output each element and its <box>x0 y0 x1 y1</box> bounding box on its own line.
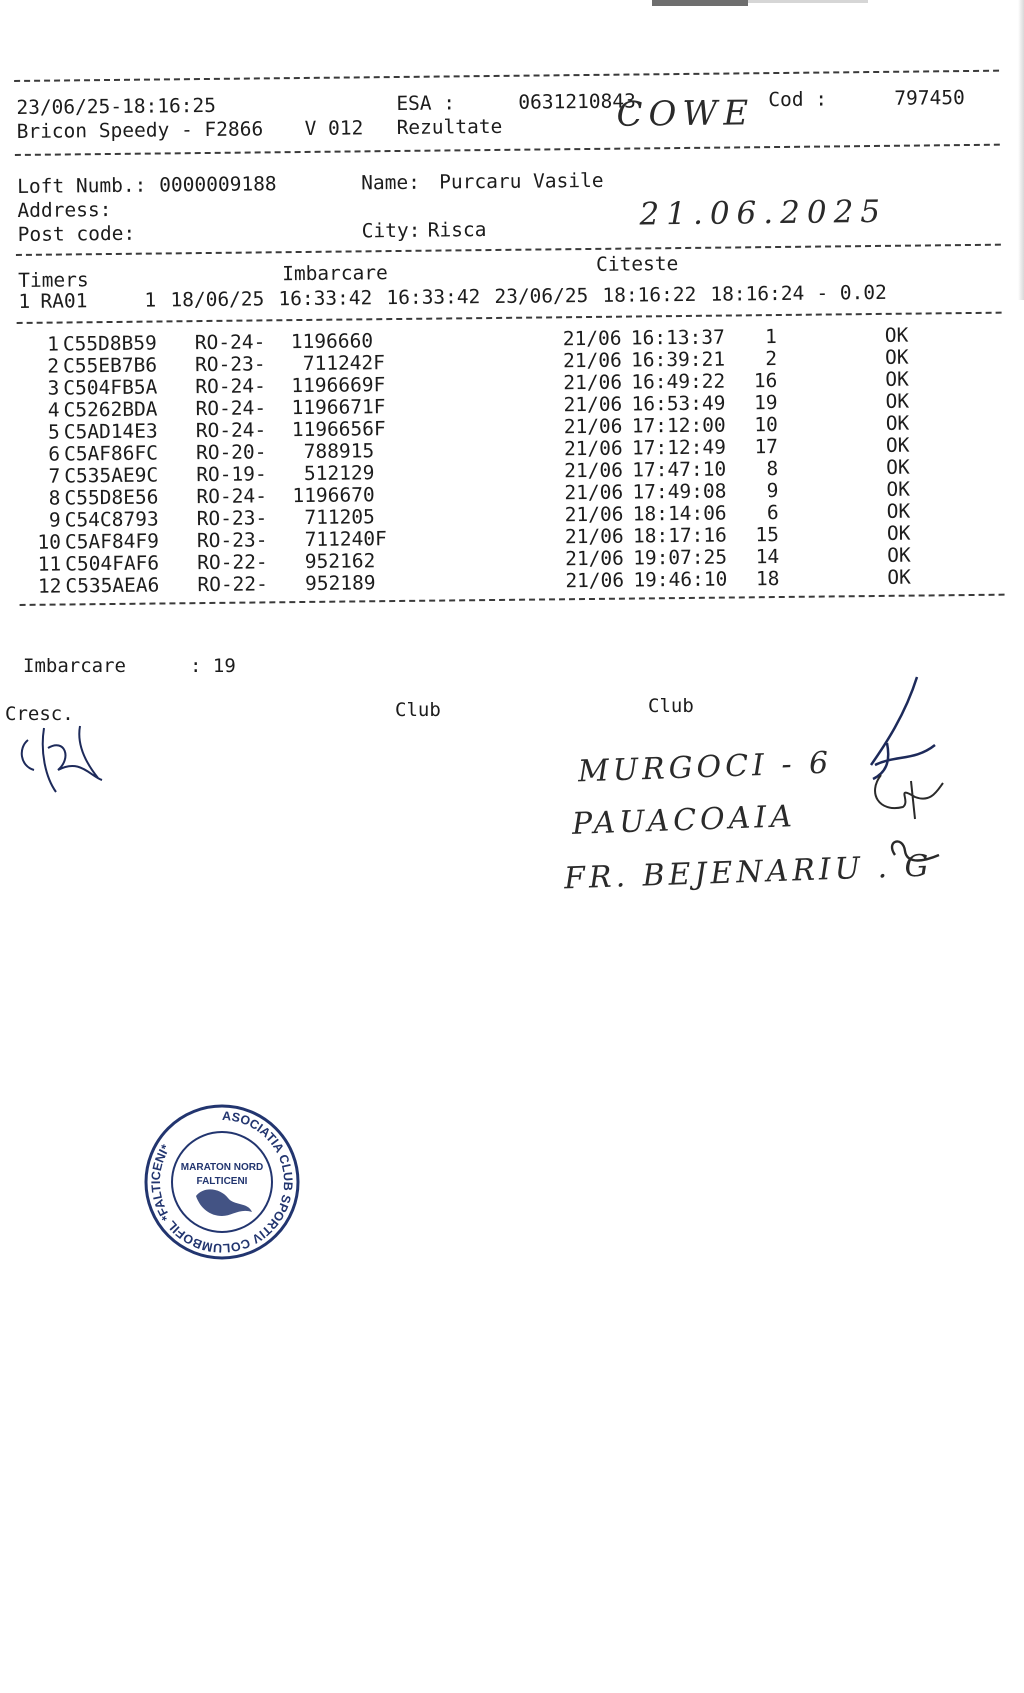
cell-time: 16:39:21 <box>630 347 726 372</box>
cell-ring-prefix: RO-24- <box>195 396 267 421</box>
timer-id: RA01 <box>40 289 88 313</box>
cell-chip: C55D8B59 <box>62 331 157 356</box>
witness-line: PAUACOAIA <box>571 799 797 842</box>
loft-label: Loft Numb.: <box>17 173 147 198</box>
cell-ring: 512129 <box>303 461 375 485</box>
cell-no: 1 <box>47 332 59 356</box>
header-report-type: Rezultate <box>396 114 503 139</box>
stamp-outer-text: ASOCIATIA CLUB SPORTIV COLUMBOFIL *FALTICENI* <box>148 1108 296 1256</box>
cell-status: OK <box>887 565 911 589</box>
cell-no: 8 <box>48 486 61 510</box>
cell-status: OK <box>885 411 910 435</box>
stamp-inner-text-1: MARATON NORD <box>180 1162 264 1173</box>
cell-pos: 14 <box>755 545 780 569</box>
cell-ring-prefix: RO-24- <box>195 374 266 399</box>
timer-count: 1 <box>144 288 157 312</box>
name-label: Name: <box>361 170 421 195</box>
cell-ring: 1196669F <box>291 373 386 398</box>
separator-top <box>14 70 999 82</box>
stamp-inner-text-2: FALTICENI <box>196 1176 248 1187</box>
club-stamp <box>140 1100 305 1270</box>
cell-no: 9 <box>48 508 61 532</box>
cell-chip: C5AF84F9 <box>64 529 159 554</box>
cell-pos: 16 <box>753 369 778 393</box>
cell-ring-prefix: RO-23- <box>196 528 268 553</box>
timer-index: 1 <box>18 289 31 313</box>
cell-pos: 19 <box>753 391 778 415</box>
cell-time: 16:53:49 <box>631 391 726 416</box>
cell-pos: 17 <box>754 435 779 459</box>
cell-no: 5 <box>47 420 60 444</box>
cell-chip: C5262BDA <box>63 397 158 422</box>
top-edge-shadow-light <box>748 0 868 3</box>
cell-date: 21/06 <box>565 568 625 593</box>
timers-label: Timers <box>18 268 89 292</box>
timer-imb-time1: 16:33:42 <box>278 286 373 311</box>
postcode-label: Post code: <box>17 221 136 246</box>
cell-chip: C504FB5A <box>63 375 158 400</box>
cell-date: 21/06 <box>563 436 623 461</box>
address-label: Address: <box>17 197 112 222</box>
cell-ring: 711205 <box>304 505 375 529</box>
cell-time: 17:12:49 <box>631 435 727 460</box>
cell-ring-prefix: RO-23- <box>194 352 266 377</box>
cell-date: 21/06 <box>563 392 623 417</box>
cell-chip: C55D8E56 <box>64 485 159 510</box>
cell-status: OK <box>884 345 909 369</box>
cell-ring: 1196671F <box>291 395 386 420</box>
cell-date: 21/06 <box>564 524 624 549</box>
cell-time: 17:12:00 <box>631 413 726 438</box>
cell-ring: 711240F <box>304 527 387 551</box>
cell-no: 2 <box>47 354 60 378</box>
cell-chip: C535AE9C <box>64 463 159 488</box>
cell-status: OK <box>884 323 909 347</box>
cell-ring: 1196656F <box>291 417 386 442</box>
cell-ring: 711242F <box>302 351 386 375</box>
cell-ring: 1196660 <box>290 329 374 354</box>
cell-ring-prefix: RO-22- <box>197 572 268 597</box>
cell-ring: 788915 <box>303 439 375 463</box>
paper-edge <box>1018 0 1024 300</box>
cell-date: 21/06 <box>563 370 623 395</box>
name-value: Purcaru Vasile <box>439 168 604 194</box>
cell-pos: 15 <box>755 523 780 547</box>
cell-date: 21/06 <box>564 480 624 505</box>
cell-pos: 8 <box>766 457 779 481</box>
top-edge-shadow <box>652 0 748 6</box>
citeste-label: Citeste <box>595 252 679 276</box>
cod-label: Cod : <box>768 87 828 112</box>
cell-ring-prefix: RO-23- <box>196 506 268 531</box>
cell-status: OK <box>886 455 910 479</box>
loft-value: 0000009188 <box>159 172 277 197</box>
separator-header <box>15 144 1000 156</box>
cell-status: OK <box>885 389 910 413</box>
cell-chip: C5AF86FC <box>63 441 159 466</box>
cell-time: 17:47:10 <box>632 457 727 482</box>
cell-date: 21/06 <box>564 458 624 483</box>
cell-pos: 2 <box>765 347 778 371</box>
cell-ring-prefix: RO-24- <box>196 484 268 509</box>
separator-owner <box>16 244 1001 256</box>
cell-time: 18:14:06 <box>632 501 727 526</box>
cell-ring: 1196670 <box>292 483 375 508</box>
cell-no: 7 <box>48 464 61 488</box>
cell-date: 21/06 <box>562 326 622 351</box>
cell-no: 4 <box>47 398 60 422</box>
header-datetime: 23/06/25-18:16:25 <box>16 93 217 119</box>
separator-timers <box>17 312 1002 324</box>
results-printout <box>14 60 1010 650</box>
cell-no: 12 <box>37 574 62 598</box>
cell-no: 10 <box>37 530 62 554</box>
cell-status: OK <box>885 367 909 391</box>
imbarcare-header-label: Imbarcare <box>282 261 388 286</box>
cell-time: 17:49:08 <box>632 479 727 504</box>
cell-time: 16:49:22 <box>631 369 726 394</box>
timer-imb-time2: 16:33:42 <box>386 285 481 310</box>
city-label: City: <box>361 218 421 243</box>
timer-imb-date: 18/06/25 <box>170 287 265 312</box>
cod-value: 797450 <box>894 86 965 110</box>
cell-ring-prefix: RO-24- <box>195 418 267 443</box>
club-label-2: Club <box>648 695 694 717</box>
cell-chip: C504FAF6 <box>65 551 160 576</box>
cell-pos: 18 <box>755 567 780 591</box>
handwritten-date: 21.06.2025 <box>639 193 888 233</box>
cell-date: 21/06 <box>563 414 623 439</box>
cell-chip: C54C8793 <box>64 507 159 532</box>
cell-pos: 6 <box>766 501 779 525</box>
cell-status: OK <box>886 521 911 545</box>
cell-ring: 952162 <box>304 549 376 573</box>
cell-date: 21/06 <box>565 546 624 571</box>
breeder-signature <box>10 718 110 798</box>
witness-line: FR. BEJENARIU . G <box>563 848 934 897</box>
cell-date: 21/06 <box>562 348 622 373</box>
cell-ring-prefix: RO-24- <box>194 330 266 355</box>
timer-diff: - 0.02 <box>816 280 887 305</box>
city-value: Risca <box>427 218 487 242</box>
cell-pos: 1 <box>764 325 777 349</box>
cell-chip: C535AEA6 <box>65 573 160 598</box>
cell-pos: 10 <box>754 413 778 437</box>
cell-time: 19:07:25 <box>633 545 728 570</box>
club-signatures <box>845 675 965 875</box>
cell-status: OK <box>887 543 911 567</box>
cell-status: OK <box>886 499 911 523</box>
esa-value: 0631210843 <box>518 89 636 114</box>
timer-cit-time1: 18:16:22 <box>602 282 697 307</box>
cell-chip: C55EB7B6 <box>62 353 158 378</box>
cell-status: OK <box>885 433 910 457</box>
header-system: Bricon Speedy - F2866 <box>16 117 264 143</box>
handwritten-note: COWE <box>616 93 755 135</box>
cell-ring-prefix: RO-22- <box>197 550 268 575</box>
club-label-1: Club <box>395 699 441 721</box>
esa-label: ESA : <box>396 91 456 115</box>
cell-no: 3 <box>47 376 60 400</box>
cell-ring: 952189 <box>304 571 376 595</box>
cell-pos: 9 <box>766 479 779 503</box>
cell-ring-prefix: RO-20- <box>195 440 267 465</box>
cell-status: OK <box>886 477 911 501</box>
cell-chip: C5AD14E3 <box>63 419 158 444</box>
cell-no: 6 <box>48 442 61 466</box>
cell-time: 16:13:37 <box>630 325 725 350</box>
cell-time: 19:46:10 <box>633 567 728 592</box>
timer-cit-time2: 18:16:24 <box>710 281 805 306</box>
cell-ring-prefix: RO-19- <box>196 462 267 487</box>
cell-no: 11 <box>37 552 62 576</box>
cell-time: 18:17:16 <box>632 523 727 548</box>
header-version: V 012 <box>304 116 364 140</box>
timer-cit-date: 23/06/25 <box>494 283 589 308</box>
cell-date: 21/06 <box>564 502 624 527</box>
pigeon-icon <box>196 1189 252 1216</box>
cresc-label: Cresc. <box>5 703 74 725</box>
witness-line: MURGOCI - 6 <box>577 745 833 790</box>
footer-imbarcare-value: : 19 <box>190 655 236 677</box>
footer-imbarcare-label: Imbarcare <box>23 655 126 677</box>
